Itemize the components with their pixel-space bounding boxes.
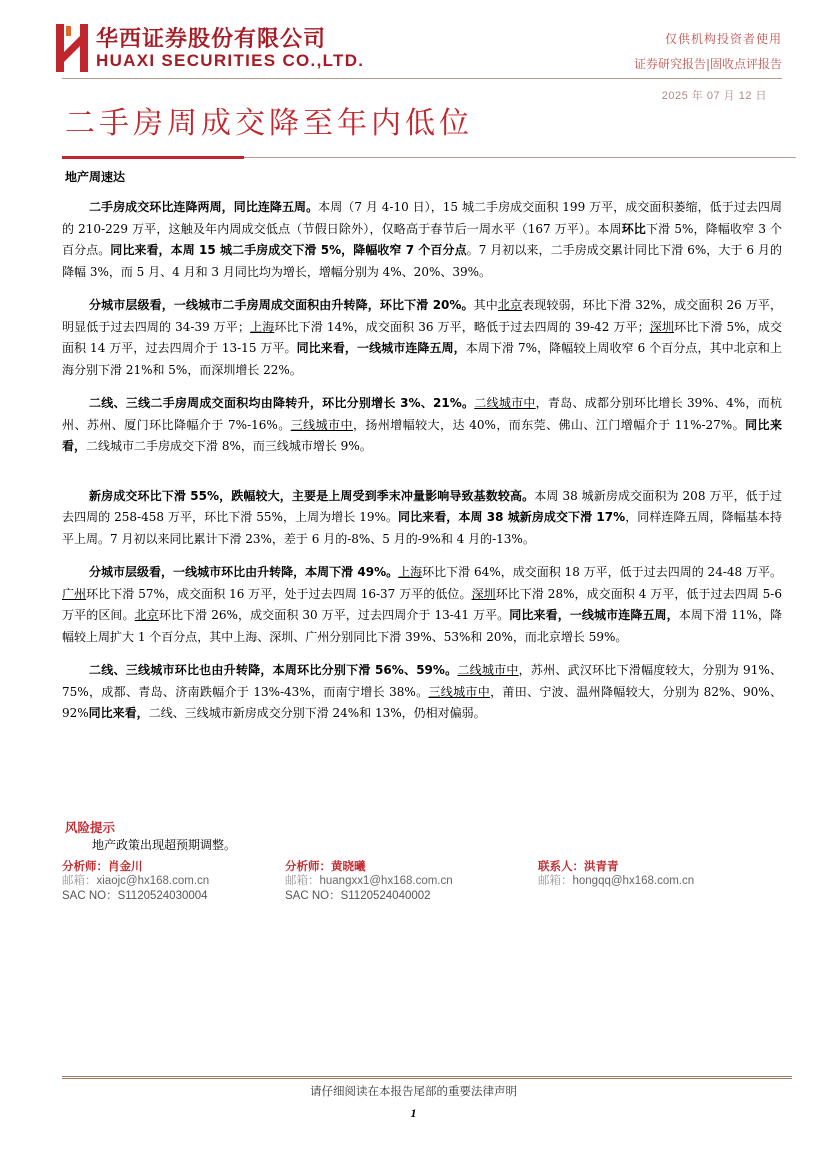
body-text: 其中 [473,298,498,312]
body-text: 环比下滑 5%，成交面积 14 万平，过去四周介于 13-15 万平。 [62,319,782,355]
contact-role: 联系人： [538,859,584,873]
city-label: 广州 [62,586,87,601]
bold-text: 分城市层级看，一线城市二手房周成交面积由升转降，环比下滑 20%。 [89,298,474,312]
body-text: ，扬州增幅较大，达 40%，而东莞、佛山、江门增幅介于 11%-27%。 [352,417,746,432]
body-text: 环比下滑 28%，成交面积 4 万平，低于过去四周 5-6 万平的区间。 [62,586,782,622]
bold-text: 同比来看，本周 15 城二手房成交下滑 5%，降幅收窄 7 个百分点 [110,243,467,257]
body-text: 二线、三线城市新房成交分别下滑 24%和 13%，仍相对偏弱。 [148,706,486,720]
city-label: 北京 [134,608,159,622]
bold-text: 环比 [621,221,646,236]
bold-text: 二线、三线二手房周成交面积均由降转升，环比分别增长 3%、21%。 [89,396,475,410]
report-body [62,197,782,737]
body-text: 。7 月初以来，二手房成交累计同比下滑 6%，大于 6 月的降幅 3%，而 5 月、4 月和 3 月同比均为增长，增幅分别为 4%、20%、39%。 [62,243,782,279]
city-label: 二线城市中 [474,396,536,410]
body-text: ，莆田、宁波、温州降幅较大，分别为 82%、90%、92% [62,684,782,720]
body-text: 本周下滑 11%，降幅较上周扩大 1 个百分点，其中上海、深圳、广州分别同比下滑 39%、53%和 20%，而北京增长 59%。 [62,608,782,644]
body-text: 二线城市二手房成交下滑 8%，而三线城市增长 9%。 [86,439,372,453]
city-label: 上海 [249,319,275,334]
body-text: 下滑 5%，降幅收窄 3 个百分点。 [62,221,782,257]
email-label: 邮箱： [285,875,320,887]
contact-block [538,859,694,889]
body-paragraph [62,393,782,458]
body-text: 本周 38 城新房成交面积为 208 万平，低于过去四周的 258-458 万平，环比下滑 55%，上周为增长 19%。 [62,488,782,524]
analyst-sac: SAC NO：S1120524040002 [285,890,431,902]
email-label: 邮箱： [62,875,97,887]
city-label: 三线城市中 [290,417,353,432]
city-label: 北京 [497,298,523,312]
risk-text: 地产政策出现超预期调整。 [92,838,237,852]
contact-email-link[interactable]: hongqq@hx168.com.cn [572,875,695,887]
city-label: 深圳 [649,319,675,334]
body-text: 环比下滑 57%，成交面积 16 万平，处于过去四周 16-37 万平的低位。 [86,586,472,601]
bold-text: 同比来看，一线城市连降五周， [296,341,466,355]
analyst-block [62,859,209,904]
bold-text: 新房成交环比下滑 55%，跌幅较大，主要是上周受到季末冲量影响导致基数较高。 [89,488,535,503]
page-number: 1 [410,1106,417,1120]
city-label: 三线城市中 [428,684,491,699]
email-label: 邮箱： [538,875,573,887]
analyst-name: 肖金川 [108,859,143,873]
body-paragraph [62,295,782,381]
body-text: ，苏州、武汉环比下滑幅度较大，分别为 91%、75%，成都、青岛、济南跌幅介于 13%-43%，而南宁增长 38%。 [62,663,782,699]
body-text: 环比下滑 64%，成交面积 18 万平，低于过去四周的 24-48 万平。 [422,565,782,579]
body-paragraph [62,660,782,725]
section-heading: 地产周速达 [65,170,126,184]
report-type: 证券研究报告|固收点评报告 [633,57,782,71]
title-accent-bar [62,156,244,159]
footer-divider [62,1078,792,1079]
body-text: 环比下滑 26%，成交面积 30 万平，过去四周介于 13-41 万平。 [158,608,510,622]
footer-divider [62,1076,792,1077]
body-paragraph [62,562,782,648]
analyst-email-link[interactable]: huangxx1@hx168.com.cn [319,875,453,887]
risk-heading: 风险提示 [65,820,116,835]
audience-note: 仅供机构投资者使用 [664,32,782,46]
analyst-email-link[interactable]: xiaojc@hx168.com.cn [96,875,210,887]
bold-text: 二手房成交环比连降两周，同比连降五周。 [89,200,319,214]
report-title: 二手房周成交降至年内低位 [65,106,473,141]
body-text: 本周下滑 7%，降幅较上周收窄 6 个百分点，其中北京和上海分别下滑 21%和 5%，而深圳增长 22%。 [62,341,782,377]
company-name-en: HUAXI SECURITIES CO.,LTD. [96,51,365,70]
report-date: 2025 年 07 月 12 日 [661,90,767,102]
bold-text: 同比来看， [62,417,782,453]
analyst-role: 分析师： [62,859,108,873]
bold-text: 分城市层级看，一线城市环比由升转降，本周下滑 49%。 [89,565,399,579]
company-name-cn: 华西证券股份有限公司 [96,26,327,52]
legal-notice: 请仔细阅读在本报告尾部的重要法律声明 [310,1084,517,1098]
body-text: ，青岛、成都分别环比增长 39%、4%，而杭州、苏州、厦门环比降幅介于 7%-16%。 [62,396,782,432]
analyst-name: 黄晓曦 [331,859,366,873]
city-label: 上海 [398,565,423,579]
body-paragraph [62,486,782,551]
header-divider [62,78,782,79]
analyst-sac: SAC NO：S1120524030004 [62,890,208,902]
contact-name: 洪青青 [584,859,619,873]
bold-text: 同比来看，一线城市连降五周， [509,608,679,622]
city-label: 二线城市中 [457,663,519,677]
analyst-block [285,859,453,904]
bold-text: 二线、三线城市环比也由升转降，本周环比分别下滑 56%、59%。 [89,663,458,677]
city-label: 深圳 [471,586,496,601]
body-text: 本周（7 月 4-10 日），15 城二手房成交面积 199 万平，成交面积萎缩，低于过去四周的 210-229 万平，这触及年内周成交低点（节假日除外），仅略高于春节后一周水平（167 万平）。本周 [62,200,782,236]
body-paragraph [62,197,782,283]
body-text: 环比下滑 14%，成交面积 36 万平，略低于过去四周的 39-42 万平； [274,319,650,334]
body-text: 表现较弱，环比下滑 32%，成交面积 26 万平，明显低于过去四周的 34-39 万平； [62,298,782,334]
bold-text: 同比来看， [88,706,149,720]
bold-text: 同比来看，本周 38 城新房成交下滑 17% [398,510,626,524]
title-divider [244,157,796,158]
body-text: ，同样连降五周，降幅基本持平上周。7 月初以来同比累计下滑 23%，差于 6 月的-8%、5 月的-9%和 4 月的-13%。 [62,510,782,546]
analyst-role: 分析师： [285,859,331,873]
huaxi-logo-icon [52,22,92,74]
